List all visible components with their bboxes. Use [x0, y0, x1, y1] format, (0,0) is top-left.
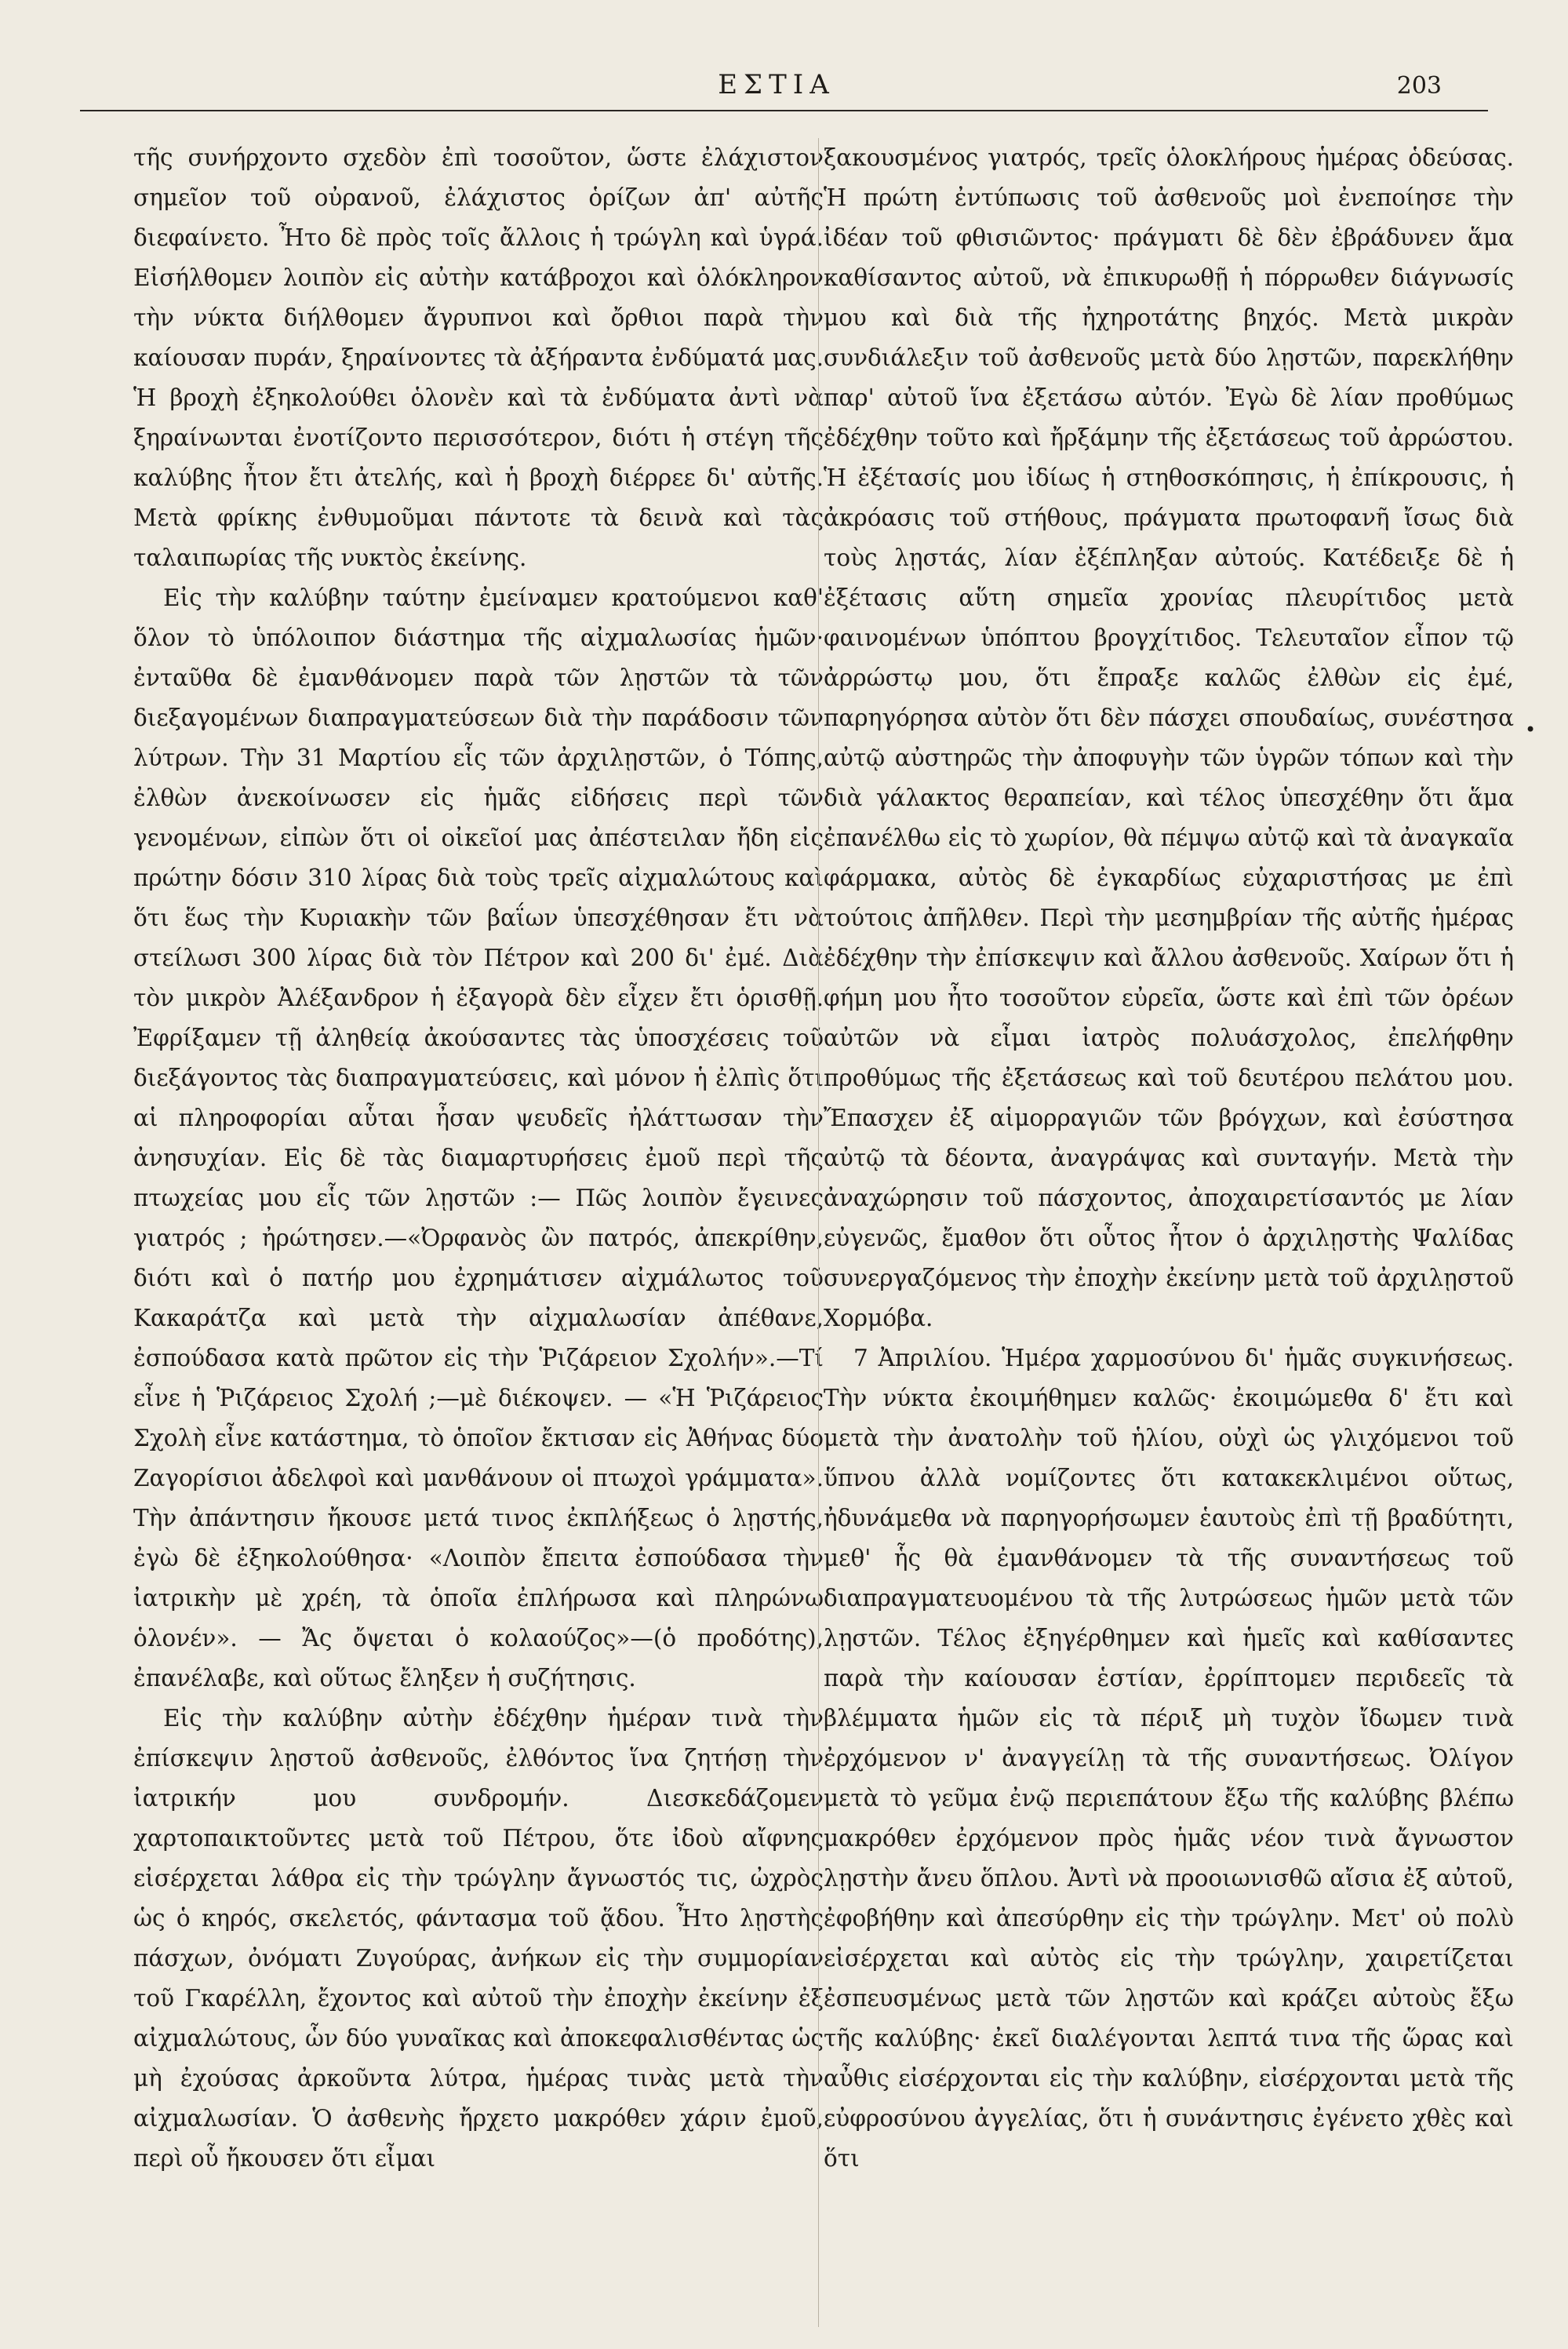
paragraph: Εἰς τὴν καλύβην αὐτὴν ἐδέχθην ἡμέραν τινὰ τὴν ἐπίσκεψιν λῃστοῦ ἀσθενοῦς, ἐλθόντος ἵνα ζητήσῃ τὴν ἰατρικήν μου συνδρομήν. Διεσκεδάζομεν χαρτοπαικτοῦντες μετὰ τοῦ Πέτρου, ὅτε ἰδοὺ αἴφνης εἰσέρχεται λάθρα εἰς τὴν τρώγλην ἄγνωστός τις, ὠχρὸς ὡς ὁ κηρός, σκελετός, φάντασμα τοῦ ᾅδου. Ἦτο λῃστὴς πάσχων, ὀνόματι Ζυγούρας, ἀνήκων εἰς τὴν συμμορίαν τοῦ Γκαρέλλη, ἔχοντος καὶ αὐτοῦ τὴν ἐποχὴν ἐκείνην ἐξ αἰχμαλώτους, ὧν δύο γυναῖκας καὶ ἀποκεφαλισθέντας ὡς μὴ ἐχούσας ἀρκοῦντα λύτρα, ἡμέρας τινὰς μετὰ τὴν αἰχμαλωσίαν. Ὁ ἀσθενὴς ἤρχετο μακρόθεν χάριν ἐμοῦ, περὶ οὗ ἤκουσεν ὅτι εἶμαι — [133, 1705, 824, 2172]
margin-mark: • — [1525, 719, 1537, 741]
paragraph: ξακουσμένος γιατρός, τρεῖς ὁλοκλήρους ἡμέρας ὁδεύσας. Ἡ πρώτη ἐντύπωσις τοῦ ἀσθενοῦς μοὶ ἐνεποίησε τὴν ἰδέαν τοῦ φθισιῶντος· πράγματι δὲ δὲν ἐβράδυνεν ἅμα καθίσαντος αὐτοῦ, νὰ ἐπικυρωθῇ ἡ πόρρωθεν διάγνωσίς μου καὶ διὰ τῆς ἠχηροτάτης βηχός. Μετὰ μικρὰν συνδιάλεξιν τοῦ ἀσθενοῦς μετὰ δύο λῃστῶν, παρεκλήθην παρ' αὐτοῦ ἵνα ἐξετάσω αὐτόν. Ἐγὼ δὲ λίαν προθύμως ἐδέχθην τοῦτο καὶ ἤρξάμην τῆς ἐξετάσεως τοῦ ἀρρώστου. Ἡ ἐξέτασίς μου ἰδίως ἡ στηθοσκόπησις, ἡ ἐπίκρουσις, ἡ ἀκρόασις τοῦ στήθους, πράγματα πρωτοφανῆ ἴσως διὰ τοὺς λῃστάς, λίαν ἐξέπληξαν αὐτούς. Κατέδειξε δὲ ἡ ἐξέτασις αὕτη σημεῖα χρονίας πλευρίτιδος μετὰ φαινομένων ὑπόπτου βρογχίτιδος. Τελευταῖον εἶπον τῷ ἀρρώστῳ μου, ὅτι ἔπραξε καλῶς ἐλθὼν εἰς ἐμέ, παρηγόρησα αὐτὸν ὅτι δὲν πάσχει σπουδαίως, συνέστησα αὐτῷ αὐστηρῶς τὴν ἀποφυγὴν τῶν ὑγρῶν τόπων καὶ τὴν διὰ γάλακτος θεραπείαν, καὶ τέλος ὑπεσχέθην ὅτι ἅμα ἐπανέλθω εἰς τὸ χωρίον, θὰ πέμψω αὐτῷ καὶ τὰ ἀναγκαῖα φάρμακα, αὐτὸς δὲ ἐγκαρδίως εὐχαριστήσας με ἐπὶ τούτοις ἀπῆλθεν. Περὶ τὴν μεσημβρίαν τῆς αὐτῆς ἡμέρας ἐδέχθην τὴν ἐπίσκεψιν καὶ ἄλλου ἀσθενοῦς. Χαίρων ὅτι ἡ φήμη μου ἦτο τοσοῦτον εὐρεῖα, ὥστε καὶ ἐπὶ τῶν ὀρέων αὐτῶν νὰ εἶμαι ἰατρὸς πολυάσχολος, ἐπελήφθην προθύμως τῆς ἐξετάσεως καὶ τοῦ δευτέρου πελάτου μου. Ἔπασχεν ἐξ αἱμορραγιῶν τῶν βρόγχων, καὶ ἐσύστησα αὐτῷ τὰ δέοντα, ἀναγράψας καὶ συνταγήν. Μετὰ τὴν ἀναχώρησιν τοῦ πάσχοντος, ἀποχαιρετίσαντός με λίαν εὐγενῶς, ἔμαθον ὅτι οὗτος ἦτον ὁ ἀρχιλῃστὴς Ψαλίδας συνεργαζόμενος τὴν ἐποχὴν ἐκείνην μετὰ τοῦ ἀρχιλῃστοῦ Χορμόβα. — [824, 144, 1514, 1331]
paragraph: τῆς συνήρχοντο σχεδὸν ἐπὶ τοσοῦτον, ὥστε ἐλάχιστον σημεῖον τοῦ οὐρανοῦ, ἐλάχιστος ὁρίζων ἀπ' αὐτῆς διεφαίνετο. Ἦτο δὲ πρὸς τοῖς ἄλλοις ἡ τρώγλη καὶ ὑγρά. Εἰσήλθομεν λοιπὸν εἰς αὐτὴν κατάβροχοι καὶ ὁλόκληρον τὴν νύκτα διήλθομεν ἄγρυπνοι καὶ ὄρθιοι παρὰ τὴν καίουσαν πυράν, ξηραίνοντες τὰ ἀξήραντα ἐνδύματά μας. Ἡ βροχὴ ἐξηκολούθει ὁλονὲν καὶ τὰ ἐνδύματα ἀντὶ νὰ ξηραίνωνται ἐνοτίζοντο περισσότερον, διότι ἡ στέγη τῆς καλύβης ἦτον ἔτι ἀτελής, καὶ ἡ βροχὴ διέρρεε δι' αὐτῆς. Μετὰ φρίκης ἐνθυμοῦμαι πάντοτε τὰ δεινὰ καὶ τὰς ταλαιπωρίας τῆς νυκτὸς ἐκείνης. — [133, 144, 824, 571]
running-title: ΕΣΤΙΑ — [718, 69, 835, 100]
page-number: 203 — [1396, 72, 1442, 100]
paragraph: 7 Ἀπριλίου. Ἡμέρα χαρμοσύνου δι' ἡμᾶς συγκινήσεως. Τὴν νύκτα ἐκοιμήθημεν καλῶς· ἐκοιμώμεθα δ' ἔτι καὶ μετὰ τὴν ἀνατολὴν τοῦ ἡλίου, οὐχὶ ὡς γλιχόμενοι τοῦ ὕπνου ἀλλὰ νομίζοντες ὅτι κατακεκλιμένοι οὕτως, ἠδυνάμεθα νὰ παρηγορήσωμεν ἑαυτοὺς ἐπὶ τῇ βραδύτητι, μεθ' ἧς θὰ ἐμανθάνομεν τὰ τῆς συναντήσεως τοῦ διαπραγματευομένου τὰ τῆς λυτρώσεως ἡμῶν μετὰ τῶν λῃστῶν. Τέλος ἐξηγέρθημεν καὶ ἡμεῖς καὶ καθίσαντες παρὰ τὴν καίουσαν ἑστίαν, ἐρρίπτομεν περιδεεῖς τὰ βλέμματα ἡμῶν εἰς τὰ πέριξ μὴ τυχὸν ἴδωμεν τινὰ ἐρχόμενον ν' ἀναγγείλῃ τὰ τῆς συναντήσεως. Ὀλίγον μετὰ τὸ γεῦμα ἐνῷ περιεπάτουν ἔξω τῆς καλύβης βλέπω μακρόθεν ἐρχόμενον πρὸς ἡμᾶς νέον τινὰ ἄγνωστον λῃστὴν ἄνευ ὅπλου. Ἀντὶ νὰ προοιωνισθῶ αἴσια ἐξ αὐτοῦ, ἐφοβήθην καὶ ἀπεσύρθην εἰς τὴν τρώγλην. Μετ' οὐ πολὺ εἰσέρχεται καὶ αὐτὸς εἰς τὴν τρώγλην, χαιρετίζεται ἐσπευσμένως μετὰ τῶν λῃστῶν καὶ κράζει αὐτοὺς ἔξω τῆς καλύβης· ἐκεῖ διαλέγονται λεπτά τινα τῆς ὥρας καὶ αὖθις εἰσέρχονται εἰς τὴν καλύβην, εἰσέρχονται μετὰ τῆς εὐφροσύνου ἀγγελίας, ὅτι ἡ συνάντησις ἐγένετο χθὲς καὶ ὅτι — [824, 1345, 1514, 2172]
left-column — [133, 138, 824, 2179]
header-rule — [80, 110, 1488, 111]
paragraph: Εἰς τὴν καλύβην ταύτην ἐμείναμεν κρατούμενοι καθ' ὅλον τὸ ὑπόλοιπον διάστημα τῆς αἰχμαλωσίας ἡμῶν· ἐνταῦθα δὲ ἐμανθάνομεν παρὰ τῶν λῃστῶν τὰ τῶν διεξαγομένων διαπραγματεύσεων διὰ τὴν παράδοσιν τῶν λύτρων. Τὴν 31 Μαρτίου εἷς τῶν ἀρχιλῃστῶν, ὁ Τόπης, ἐλθὼν ἀνεκοίνωσεν εἰς ἡμᾶς εἰδήσεις περὶ τῶν γενομένων, εἰπὼν ὅτι οἱ οἰκεῖοί μας ἀπέστειλαν ἤδη εἰς πρώτην δόσιν 310 λίρας διὰ τοὺς τρεῖς αἰχμαλώτους καὶ ὅτι ἕως τὴν Κυριακὴν τῶν βαΐων ὑπεσχέθησαν ἔτι νὰ στείλωσι 300 λίρας διὰ τὸν Πέτρον καὶ 200 δι' ἐμέ. Διὰ τὸν μικρὸν Ἀλέξανδρον ἡ ἐξαγορὰ δὲν εἶχεν ἔτι ὁρισθῇ. Ἐφρίξαμεν τῇ ἀληθείᾳ ἀκούσαντες τὰς ὑποσχέσεις τοῦ διεξάγοντος τὰς διαπραγματεύσεις, καὶ μόνον ἡ ἐλπὶς ὅτι αἱ πληροφορίαι αὗται ἦσαν ψευδεῖς ἠλάττωσαν τὴν ἀνησυχίαν. Εἰς δὲ τὰς διαμαρτυρήσεις ἐμοῦ περὶ τῆς πτωχείας μου εἷς τῶν λῃστῶν :— Πῶς λοιπὸν ἔγεινες γιατρός ; ἠρώτησεν.—«Ὀρφανὸς ὢν πατρός, ἀπεκρίθην, διότι καὶ ὁ πατήρ μου ἐχρημάτισεν αἰχμάλωτος τοῦ Κακαράτζα καὶ μετὰ τὴν αἰχμαλωσίαν ἀπέθανε, ἐσπούδασα κατὰ πρῶτον εἰς τὴν Ῥιζάρειον Σχολήν».—Τί εἶνε ἡ Ῥιζάρειος Σχολή ;—μὲ διέκοψεν. — «Ἡ Ῥιζάρειος Σχολὴ εἶνε κατάστημα, τὸ ὁποῖον ἔκτισαν εἰς Ἀθήνας δύο Ζαγορίσιοι ἀδελφοὶ καὶ μανθάνουν οἱ πτωχοὶ γράμματα». Τὴν ἀπάντησιν ἤκουσε μετά τινος ἐκπλήξεως ὁ λῃστής, ἐγὼ δὲ ἐξηκολούθησα· «Λοιπὸν ἔπειτα ἐσπούδασα τὴν ἰατρικὴν μὲ χρέη, τὰ ὁποῖα ἐπλήρωσα καὶ πληρώνω ὁλονέν». — Ἄς ὄψεται ὁ κολαούζος»—(ὁ προδότης), ἐπανέλαβε, καὶ οὕτως ἔληξεν ἡ συζήτησις. — [133, 585, 824, 1692]
right-column — [824, 138, 1514, 2179]
column-divider — [818, 138, 819, 2327]
page-header — [55, 61, 1498, 108]
